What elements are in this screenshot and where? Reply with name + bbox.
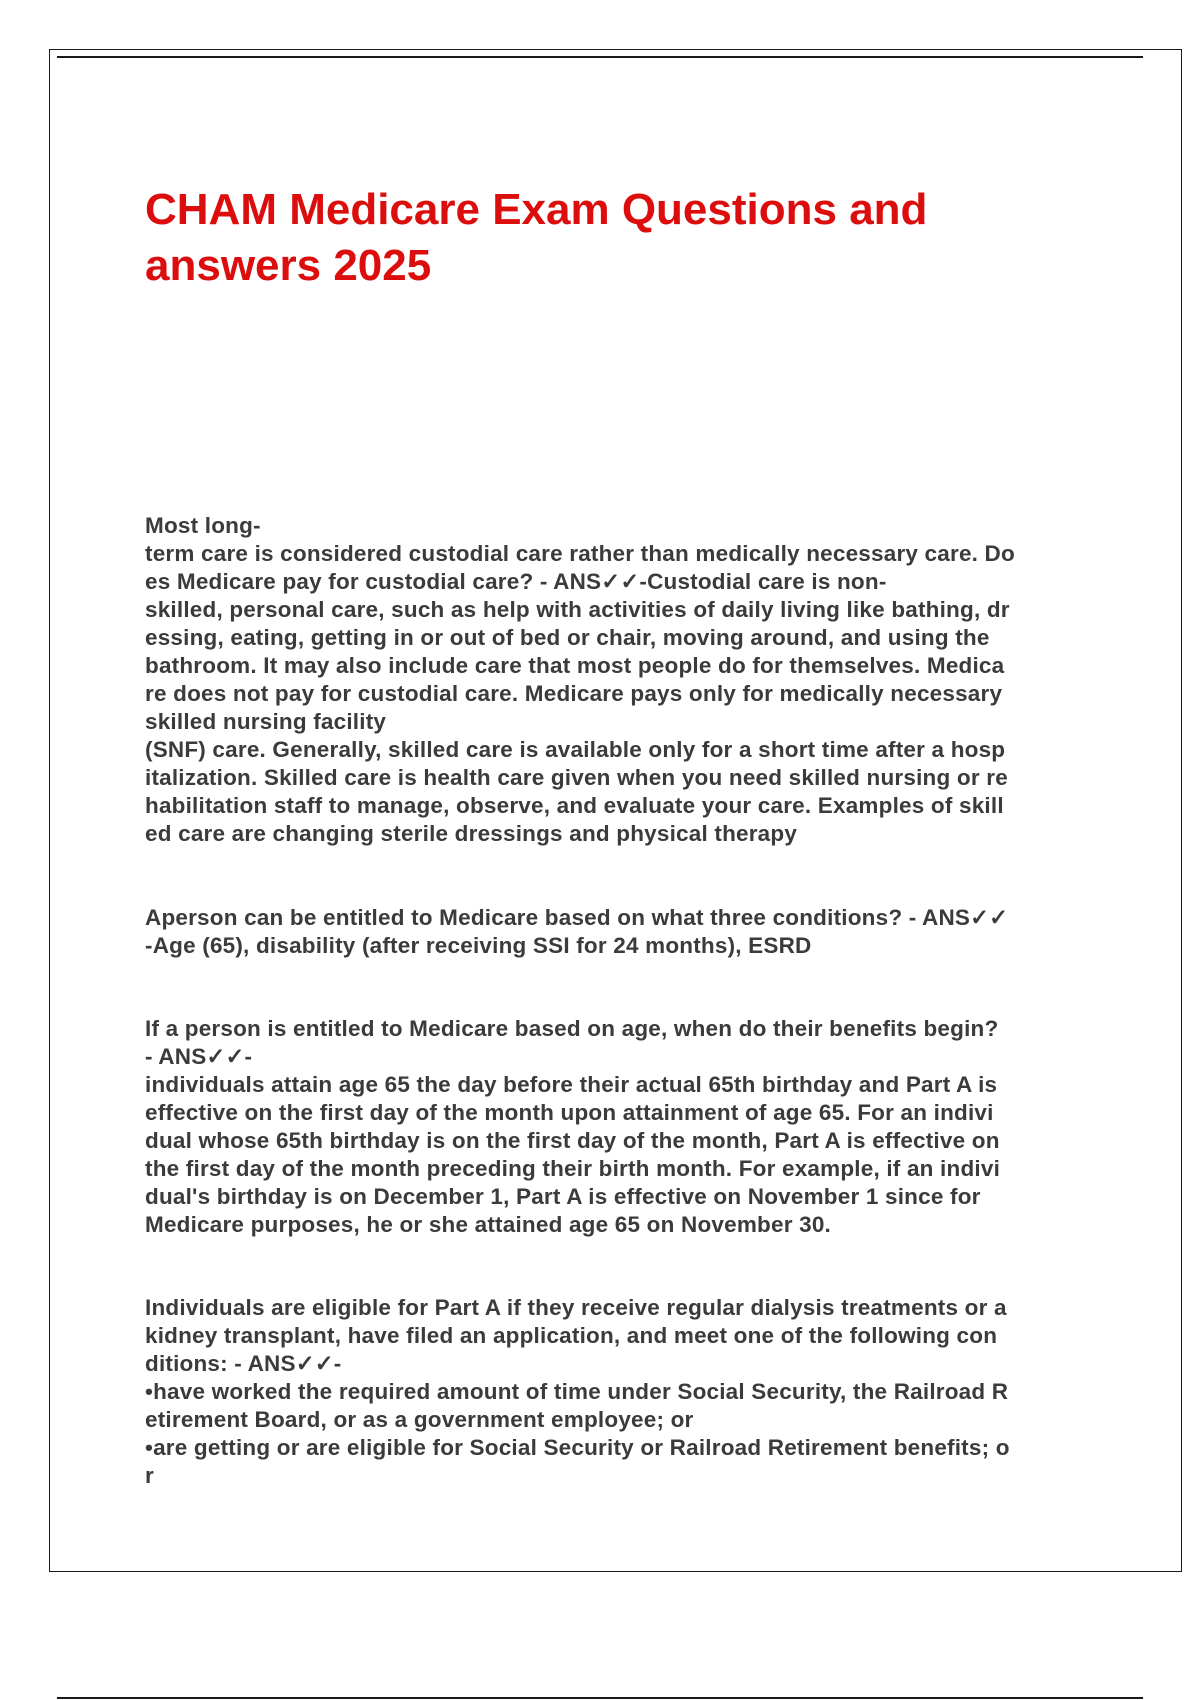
bottom-rule [57,1697,1143,1699]
top-rule [57,56,1143,58]
qa-item-entitlement-conditions: Aperson can be entitled to Medicare based on what three conditions? - ANS✓✓ -Age (65), disability (after receiving SSI for 24 months), ESRD [145,905,1009,958]
qa-item-benefits-begin: If a person is entitled to Medicare based on age, when do their benefits begin? - ANS✓✓- individuals attain age 65 the day before their actual 65th birthday and Part A is effective on the first day of the month upon attainment of age 65. For an indivi dual whose 65th birthday is on the first day of the month, Part A is effective on the first day of the month preceding their birth month. For example, if an indivi dual's birthday is on December 1, Part A is effective on November 1 since for Medicare purposes, he or she attained age 65 on November 30. [145,1016,1001,1237]
qa-item-part-a-eligibility: Individuals are eligible for Part A if they receive regular dialysis treatments or a kidney transplant, have filed an application, and meet one of the following con ditions: - ANS✓✓- •have worked the required amount of time under Social Security, the Railroad R etirement Board, or as a government employee; or •are getting or are eligible for Social Security or Railroad Retirement benefits; o r [145,1295,1010,1488]
document-title: CHAM Medicare Exam Questions and answers 2025 [145,185,928,290]
qa-item-custodial-care: Most long- term care is considered custodial care rather than medically necessary care. Do es Medicare pay for custodial care? - ANS✓✓-Custodial care is non- skilled, personal care, such as help with activities of daily living like bathing, dr essing, eating, getting in or out of bed or chair, moving around, and using the bathroom. It may also include care that most people do for themselves. Medica re does not pay for custodial care. Medicare pays only for medically necessary skilled nursing facility (SNF) care. Generally, skilled care is available only for a short time after a hosp italization. Skilled care is health care given when you need skilled nursing or re habilitation staff to manage, observe, and evaluate your care. Examples of skill ed care are changing sterile dressings and physical therapy [145,513,1015,846]
